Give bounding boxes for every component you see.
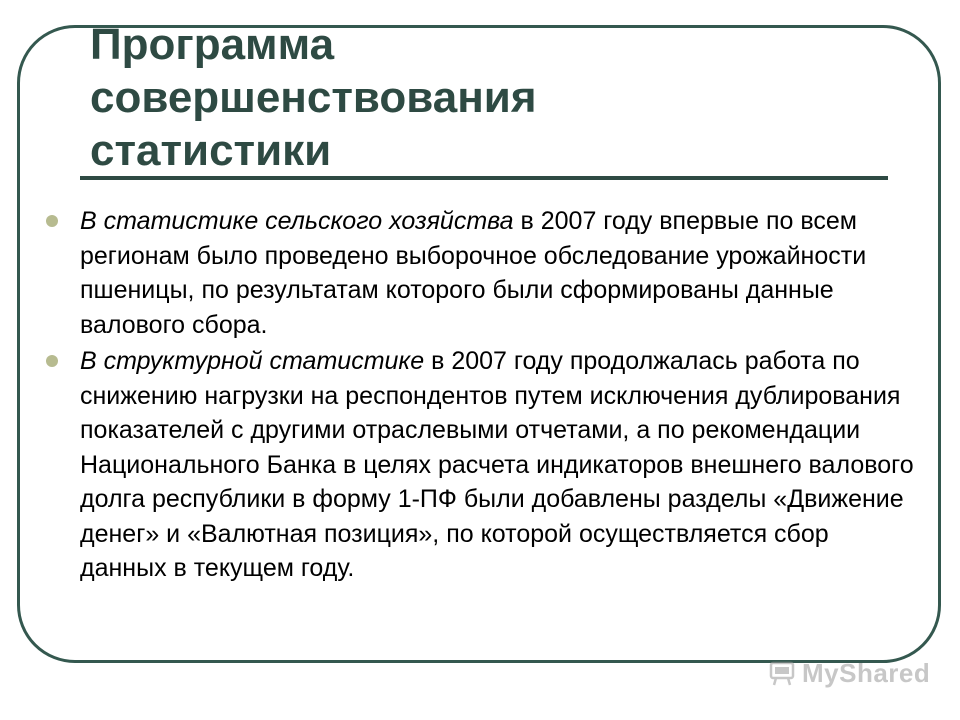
bullet-text: в 2007 году впервые по всем регионам было проведено выборочное обследование урожайности пшеницы, по результатам которого были сформированы данные валового сбора. — [80, 207, 867, 339]
bullet-italic-lead: В структурной статистике — [80, 347, 425, 375]
slide-title — [90, 18, 790, 177]
bullet-dot-icon — [46, 215, 58, 227]
bullet-italic-lead: В статистике сельского хозяйства — [80, 207, 514, 235]
title-underline — [80, 176, 888, 180]
title-line-3: статистики — [90, 126, 332, 175]
presentation-board-icon — [768, 659, 796, 687]
bullet-item-structural — [40, 344, 920, 586]
title-line-1: Программа — [90, 20, 335, 69]
watermark — [768, 656, 930, 690]
bullet-item-agriculture — [40, 204, 920, 342]
bullet-list — [40, 204, 920, 588]
bullet-text: в 2007 году продолжалась работа по снижению нагрузки на респондентов путем исключения дублирования показателей с другими отраслевыми отчетами, а по рекомендации Национального Банка в целях расчета индикаторов внешнего валового долга республики в форму 1-ПФ были добавлены разделы «Движение денег» и «Валютная позиция», по которой осуществляется сбор данных в текущем году. — [80, 347, 914, 582]
title-line-2: совершенствования — [90, 73, 537, 122]
watermark-text: MyShared — [802, 657, 931, 688]
bullet-dot-icon — [46, 355, 58, 367]
